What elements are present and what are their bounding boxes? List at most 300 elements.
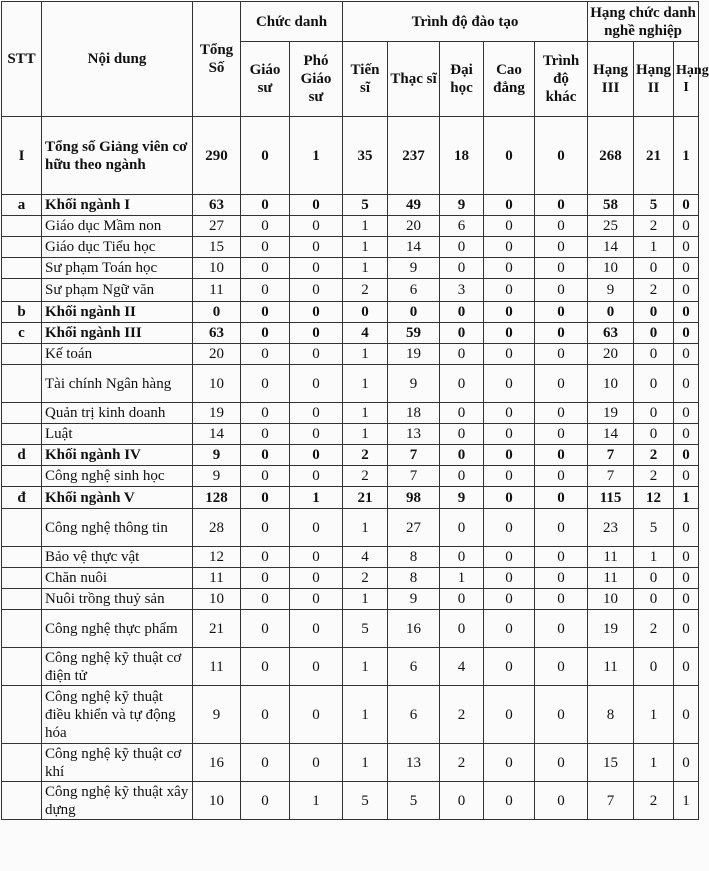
row-value: 0 bbox=[535, 466, 588, 487]
row-value: 0 bbox=[535, 424, 588, 445]
row-value: 0 bbox=[535, 589, 588, 610]
row-value: 0 bbox=[343, 302, 388, 323]
row-value: 0 bbox=[634, 403, 674, 424]
row-value: 0 bbox=[674, 195, 699, 216]
row-value: 28 bbox=[193, 509, 241, 547]
row-value: 10 bbox=[588, 258, 634, 279]
row-value: 20 bbox=[388, 216, 440, 237]
row-value: 0 bbox=[290, 403, 343, 424]
row-value: 1 bbox=[343, 258, 388, 279]
row-value: 0 bbox=[674, 424, 699, 445]
row-value: 0 bbox=[634, 568, 674, 589]
table-row bbox=[2, 466, 699, 487]
row-value: 0 bbox=[440, 589, 484, 610]
row-value: 0 bbox=[535, 547, 588, 568]
row-value: 7 bbox=[588, 466, 634, 487]
row-value: 12 bbox=[193, 547, 241, 568]
row-stt: I bbox=[2, 117, 42, 195]
row-name: Tài chính Ngân hàng bbox=[42, 365, 193, 403]
row-value: 0 bbox=[674, 686, 699, 744]
row-value: 237 bbox=[388, 117, 440, 195]
row-value: 1 bbox=[343, 365, 388, 403]
row-value: 9 bbox=[193, 686, 241, 744]
row-name: Khối ngành IV bbox=[42, 445, 193, 466]
row-value: 0 bbox=[241, 610, 290, 648]
row-stt bbox=[2, 589, 42, 610]
row-value: 0 bbox=[290, 466, 343, 487]
row-value: 0 bbox=[674, 403, 699, 424]
row-value: 268 bbox=[588, 117, 634, 195]
row-stt bbox=[2, 258, 42, 279]
row-value: 0 bbox=[674, 568, 699, 589]
row-value: 5 bbox=[388, 782, 440, 820]
row-value: 5 bbox=[343, 782, 388, 820]
row-value: 0 bbox=[241, 323, 290, 344]
row-value: 10 bbox=[193, 365, 241, 403]
row-value: 0 bbox=[535, 568, 588, 589]
row-value: 0 bbox=[674, 258, 699, 279]
row-name: Công nghệ sinh học bbox=[42, 466, 193, 487]
row-value: 1 bbox=[440, 568, 484, 589]
table-row bbox=[2, 547, 699, 568]
row-name: Sư phạm Toán học bbox=[42, 258, 193, 279]
row-value: 0 bbox=[440, 237, 484, 258]
row-value: 0 bbox=[674, 509, 699, 547]
row-value: 0 bbox=[535, 216, 588, 237]
table-row bbox=[2, 782, 699, 820]
row-value: 20 bbox=[588, 344, 634, 365]
row-name: Chăn nuôi bbox=[42, 568, 193, 589]
header-hang-i: Hạng I bbox=[674, 42, 699, 117]
row-value: 58 bbox=[588, 195, 634, 216]
row-value: 1 bbox=[343, 589, 388, 610]
row-value: 27 bbox=[193, 216, 241, 237]
table-row bbox=[2, 237, 699, 258]
row-value: 0 bbox=[440, 302, 484, 323]
row-value: 2 bbox=[634, 782, 674, 820]
row-value: 14 bbox=[388, 237, 440, 258]
row-value: 98 bbox=[388, 487, 440, 509]
row-name: Công nghệ thực phẩm bbox=[42, 610, 193, 648]
row-value: 2 bbox=[343, 466, 388, 487]
row-value: 0 bbox=[674, 237, 699, 258]
row-value: 8 bbox=[388, 547, 440, 568]
row-value: 0 bbox=[290, 365, 343, 403]
row-value: 11 bbox=[588, 568, 634, 589]
row-value: 9 bbox=[193, 445, 241, 466]
row-value: 15 bbox=[193, 237, 241, 258]
table-row bbox=[2, 610, 699, 648]
row-value: 9 bbox=[193, 466, 241, 487]
row-value: 25 bbox=[588, 216, 634, 237]
row-value: 0 bbox=[290, 648, 343, 686]
row-value: 2 bbox=[634, 216, 674, 237]
row-value: 10 bbox=[193, 589, 241, 610]
row-value: 63 bbox=[588, 323, 634, 344]
row-value: 8 bbox=[388, 568, 440, 589]
header-pho-giao-su: Phó Giáo sư bbox=[290, 42, 343, 117]
row-value: 14 bbox=[193, 424, 241, 445]
row-value: 2 bbox=[343, 279, 388, 302]
row-value: 11 bbox=[193, 648, 241, 686]
row-value: 1 bbox=[290, 117, 343, 195]
staff-table bbox=[1, 1, 709, 820]
row-value: 0 bbox=[484, 258, 535, 279]
table-header bbox=[2, 2, 709, 117]
header-hang-iii: Hạng III bbox=[588, 42, 634, 117]
row-stt bbox=[2, 509, 42, 547]
row-value: 0 bbox=[290, 258, 343, 279]
row-value: 0 bbox=[440, 258, 484, 279]
row-value: 0 bbox=[484, 117, 535, 195]
row-value: 6 bbox=[388, 648, 440, 686]
row-value: 0 bbox=[535, 302, 588, 323]
row-value: 0 bbox=[535, 445, 588, 466]
row-value: 0 bbox=[535, 782, 588, 820]
row-value: 0 bbox=[241, 216, 290, 237]
row-stt bbox=[2, 648, 42, 686]
row-value: 0 bbox=[535, 610, 588, 648]
row-value: 9 bbox=[440, 195, 484, 216]
row-value: 1 bbox=[634, 237, 674, 258]
row-value: 0 bbox=[484, 568, 535, 589]
row-value: 0 bbox=[440, 547, 484, 568]
row-value: 0 bbox=[241, 445, 290, 466]
row-name: Khối ngành II bbox=[42, 302, 193, 323]
row-value: 0 bbox=[674, 323, 699, 344]
row-value: 0 bbox=[535, 744, 588, 782]
row-value: 0 bbox=[440, 445, 484, 466]
row-value: 0 bbox=[634, 648, 674, 686]
row-value: 9 bbox=[588, 279, 634, 302]
row-value: 0 bbox=[241, 403, 290, 424]
header-tong-so: Tổng Số bbox=[193, 2, 241, 117]
row-stt bbox=[2, 403, 42, 424]
row-value: 0 bbox=[440, 323, 484, 344]
row-name: Giáo dục Tiểu học bbox=[42, 237, 193, 258]
row-value: 0 bbox=[535, 686, 588, 744]
header-giao-su: Giáo sư bbox=[241, 42, 290, 117]
table-row bbox=[2, 568, 699, 589]
row-stt: b bbox=[2, 302, 42, 323]
row-value: 128 bbox=[193, 487, 241, 509]
row-value: 0 bbox=[535, 648, 588, 686]
row-value: 10 bbox=[588, 365, 634, 403]
row-value: 7 bbox=[388, 466, 440, 487]
row-value: 0 bbox=[241, 279, 290, 302]
row-value: 0 bbox=[674, 302, 699, 323]
row-name: Công nghệ kỹ thuật cơ điện tử bbox=[42, 648, 193, 686]
row-value: 1 bbox=[343, 744, 388, 782]
row-value: 0 bbox=[484, 323, 535, 344]
table-row bbox=[2, 216, 699, 237]
row-value: 20 bbox=[193, 344, 241, 365]
row-value: 0 bbox=[674, 547, 699, 568]
row-value: 0 bbox=[290, 686, 343, 744]
table-row bbox=[2, 323, 699, 344]
row-value: 0 bbox=[290, 195, 343, 216]
row-value: 3 bbox=[440, 279, 484, 302]
table-row bbox=[2, 445, 699, 466]
row-value: 0 bbox=[484, 509, 535, 547]
row-stt bbox=[2, 547, 42, 568]
row-value: 14 bbox=[588, 237, 634, 258]
table-row bbox=[2, 589, 699, 610]
row-value: 21 bbox=[193, 610, 241, 648]
table-row bbox=[2, 403, 699, 424]
row-value: 0 bbox=[440, 344, 484, 365]
row-stt bbox=[2, 424, 42, 445]
row-stt bbox=[2, 237, 42, 258]
row-name: Công nghệ kỹ thuật điều khiển và tự động hóa bbox=[42, 686, 193, 744]
row-name: Công nghệ thông tin bbox=[42, 509, 193, 547]
row-value: 0 bbox=[484, 216, 535, 237]
row-value: 59 bbox=[388, 323, 440, 344]
row-value: 6 bbox=[440, 216, 484, 237]
row-stt: d bbox=[2, 445, 42, 466]
row-value: 0 bbox=[241, 365, 290, 403]
row-value: 0 bbox=[241, 195, 290, 216]
row-stt bbox=[2, 568, 42, 589]
row-value: 2 bbox=[634, 445, 674, 466]
row-value: 2 bbox=[634, 610, 674, 648]
row-name: Sư phạm Ngữ văn bbox=[42, 279, 193, 302]
row-value: 2 bbox=[343, 445, 388, 466]
row-value: 0 bbox=[241, 686, 290, 744]
row-stt bbox=[2, 744, 42, 782]
row-value: 0 bbox=[290, 509, 343, 547]
row-value: 2 bbox=[634, 466, 674, 487]
row-value: 0 bbox=[241, 424, 290, 445]
row-name: Khối ngành III bbox=[42, 323, 193, 344]
row-value: 0 bbox=[484, 424, 535, 445]
table-row bbox=[2, 365, 699, 403]
row-value: 11 bbox=[193, 568, 241, 589]
row-stt bbox=[2, 216, 42, 237]
row-value: 27 bbox=[388, 509, 440, 547]
row-value: 0 bbox=[241, 487, 290, 509]
row-value: 19 bbox=[388, 344, 440, 365]
row-name: Giáo dục Mầm non bbox=[42, 216, 193, 237]
row-value: 63 bbox=[193, 323, 241, 344]
row-value: 0 bbox=[634, 344, 674, 365]
row-value: 2 bbox=[634, 279, 674, 302]
row-name: Tổng số Giảng viên cơ hữu theo ngành bbox=[42, 117, 193, 195]
row-value: 1 bbox=[290, 782, 343, 820]
row-value: 19 bbox=[588, 610, 634, 648]
row-value: 0 bbox=[290, 744, 343, 782]
row-value: 0 bbox=[290, 445, 343, 466]
row-value: 290 bbox=[193, 117, 241, 195]
row-value: 0 bbox=[535, 279, 588, 302]
row-value: 0 bbox=[634, 424, 674, 445]
row-value: 0 bbox=[241, 466, 290, 487]
row-value: 10 bbox=[193, 782, 241, 820]
row-value: 23 bbox=[588, 509, 634, 547]
row-value: 115 bbox=[588, 487, 634, 509]
row-value: 0 bbox=[290, 237, 343, 258]
row-value: 0 bbox=[484, 610, 535, 648]
row-value: 10 bbox=[588, 589, 634, 610]
row-value: 0 bbox=[440, 466, 484, 487]
row-value: 19 bbox=[193, 403, 241, 424]
row-value: 7 bbox=[588, 445, 634, 466]
row-value: 0 bbox=[484, 782, 535, 820]
row-value: 18 bbox=[388, 403, 440, 424]
row-value: 0 bbox=[388, 302, 440, 323]
row-name: Nuôi trồng thuỷ sản bbox=[42, 589, 193, 610]
row-value: 7 bbox=[388, 445, 440, 466]
row-value: 6 bbox=[388, 686, 440, 744]
table-row bbox=[2, 744, 699, 782]
row-name: Công nghệ kỹ thuật xây dựng bbox=[42, 782, 193, 820]
row-value: 0 bbox=[535, 403, 588, 424]
row-value: 0 bbox=[535, 344, 588, 365]
table-row bbox=[2, 686, 699, 744]
row-value: 4 bbox=[343, 323, 388, 344]
row-value: 0 bbox=[290, 216, 343, 237]
row-value: 0 bbox=[484, 195, 535, 216]
row-value: 35 bbox=[343, 117, 388, 195]
row-value: 0 bbox=[484, 744, 535, 782]
row-value: 9 bbox=[388, 365, 440, 403]
row-value: 0 bbox=[440, 403, 484, 424]
header-cao-dang: Cao đẳng bbox=[484, 42, 535, 117]
row-value: 49 bbox=[388, 195, 440, 216]
row-value: 0 bbox=[484, 487, 535, 509]
row-value: 0 bbox=[241, 782, 290, 820]
row-stt bbox=[2, 782, 42, 820]
row-value: 0 bbox=[484, 547, 535, 568]
row-value: 0 bbox=[634, 302, 674, 323]
row-stt bbox=[2, 344, 42, 365]
row-value: 0 bbox=[484, 302, 535, 323]
row-value: 5 bbox=[634, 509, 674, 547]
row-value: 1 bbox=[674, 782, 699, 820]
row-name: Công nghệ kỹ thuật cơ khí bbox=[42, 744, 193, 782]
row-value: 0 bbox=[484, 466, 535, 487]
row-value: 0 bbox=[634, 589, 674, 610]
row-value: 1 bbox=[634, 744, 674, 782]
row-value: 0 bbox=[290, 344, 343, 365]
row-value: 11 bbox=[588, 547, 634, 568]
row-value: 0 bbox=[241, 547, 290, 568]
row-value: 1 bbox=[674, 117, 699, 195]
row-value: 0 bbox=[484, 279, 535, 302]
row-name: Khối ngành V bbox=[42, 487, 193, 509]
row-value: 0 bbox=[535, 487, 588, 509]
table-row bbox=[2, 279, 699, 302]
row-value: 0 bbox=[588, 302, 634, 323]
row-value: 0 bbox=[484, 365, 535, 403]
row-value: 0 bbox=[241, 344, 290, 365]
row-value: 5 bbox=[343, 195, 388, 216]
header-stt: STT bbox=[2, 2, 42, 117]
row-value: 0 bbox=[484, 589, 535, 610]
row-value: 0 bbox=[241, 568, 290, 589]
table-row bbox=[2, 344, 699, 365]
table-row bbox=[2, 648, 699, 686]
row-value: 0 bbox=[674, 610, 699, 648]
row-value: 4 bbox=[343, 547, 388, 568]
header-tien-si: Tiến sĩ bbox=[343, 42, 388, 117]
header-chuc-danh: Chức danh bbox=[241, 2, 343, 42]
row-value: 0 bbox=[484, 686, 535, 744]
row-value: 13 bbox=[388, 424, 440, 445]
row-value: 0 bbox=[290, 589, 343, 610]
row-value: 8 bbox=[588, 686, 634, 744]
row-value: 0 bbox=[484, 344, 535, 365]
row-value: 1 bbox=[343, 344, 388, 365]
row-value: 9 bbox=[440, 487, 484, 509]
row-value: 1 bbox=[674, 487, 699, 509]
header-trinh-do: Trình độ đào tạo bbox=[343, 2, 588, 42]
row-value: 21 bbox=[634, 117, 674, 195]
row-value: 0 bbox=[634, 365, 674, 403]
row-value: 11 bbox=[193, 279, 241, 302]
row-value: 5 bbox=[634, 195, 674, 216]
row-value: 1 bbox=[343, 403, 388, 424]
table-row bbox=[2, 487, 699, 509]
row-stt: đ bbox=[2, 487, 42, 509]
row-value: 16 bbox=[388, 610, 440, 648]
row-value: 2 bbox=[343, 568, 388, 589]
row-value: 15 bbox=[588, 744, 634, 782]
row-value: 1 bbox=[343, 237, 388, 258]
row-value: 0 bbox=[674, 216, 699, 237]
row-value: 0 bbox=[440, 782, 484, 820]
row-value: 0 bbox=[241, 237, 290, 258]
row-value: 0 bbox=[535, 117, 588, 195]
row-value: 0 bbox=[674, 279, 699, 302]
row-value: 21 bbox=[343, 487, 388, 509]
row-value: 0 bbox=[290, 610, 343, 648]
header-dai-hoc: Đại học bbox=[440, 42, 484, 117]
table-row bbox=[2, 195, 699, 216]
row-stt: c bbox=[2, 323, 42, 344]
row-value: 2 bbox=[440, 686, 484, 744]
row-value: 0 bbox=[290, 568, 343, 589]
row-value: 0 bbox=[290, 279, 343, 302]
row-value: 0 bbox=[484, 445, 535, 466]
table-row bbox=[2, 258, 699, 279]
row-stt bbox=[2, 610, 42, 648]
row-value: 1 bbox=[343, 216, 388, 237]
row-value: 9 bbox=[388, 258, 440, 279]
row-value: 0 bbox=[535, 195, 588, 216]
row-value: 0 bbox=[674, 344, 699, 365]
row-value: 12 bbox=[634, 487, 674, 509]
row-stt: a bbox=[2, 195, 42, 216]
row-value: 0 bbox=[634, 258, 674, 279]
row-value: 1 bbox=[634, 686, 674, 744]
row-value: 0 bbox=[674, 744, 699, 782]
row-value: 1 bbox=[343, 424, 388, 445]
row-value: 9 bbox=[388, 589, 440, 610]
row-value: 0 bbox=[634, 323, 674, 344]
table-row bbox=[2, 117, 699, 195]
row-value: 14 bbox=[588, 424, 634, 445]
row-value: 1 bbox=[343, 686, 388, 744]
row-value: 5 bbox=[343, 610, 388, 648]
row-stt bbox=[2, 686, 42, 744]
row-name: Kế toán bbox=[42, 344, 193, 365]
header-trinh-do-khac: Trình độ khác bbox=[535, 42, 588, 117]
row-value: 13 bbox=[388, 744, 440, 782]
row-value: 1 bbox=[343, 509, 388, 547]
row-value: 1 bbox=[290, 487, 343, 509]
header-thac-si: Thạc sĩ bbox=[388, 42, 440, 117]
